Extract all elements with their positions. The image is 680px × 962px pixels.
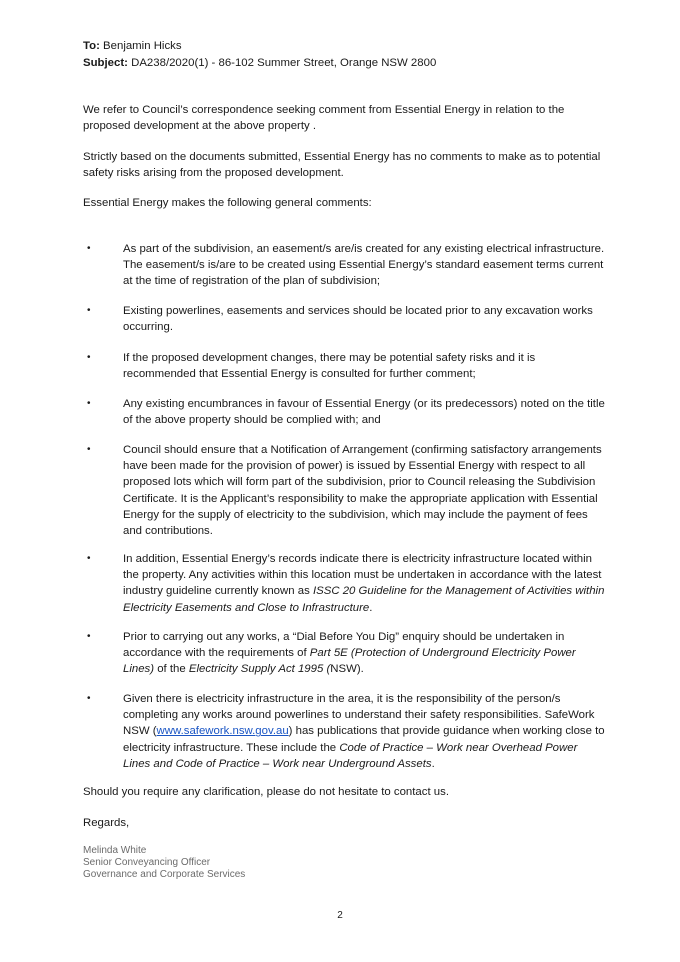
legislation-act: Electricity Supply Act 1995 ( — [188, 663, 331, 676]
to-value: Benjamin Hicks — [103, 40, 182, 52]
bullet-text — [123, 691, 607, 772]
subject-label: Subject: — [83, 57, 128, 69]
subject-line — [83, 55, 436, 71]
guideline-title: ISSC 20 Guideline for the Management of Activities within Electricity Easements and Close to Infrastructure — [123, 585, 605, 614]
bullet-text: As part of the subdivision, an easement/s are/is created for any existing electrical infrastructure. The easement/s is/are to be created using Essential Energy’s standard easement terms current at the time of registration of the plan of subdivision; — [123, 243, 605, 288]
clarification-paragraph: Should you require any clarification, please do not hesitate to contact us. — [83, 786, 449, 798]
intro-paragraph: We refer to Council’s correspondence seeking comment from Essential Energy in relation to the proposed development at the above property . — [83, 104, 565, 133]
bullet-marker: • — [87, 352, 91, 363]
bullet-text-part: Prior to carrying out any works, a “Dial Before You Dig” enquiry should be undertaken in accordance with the requirements of — [123, 631, 565, 660]
bullet-text-part: Given there is electricity infrastructure in the area, it is the responsibility of the person/s completing any works around powerlines to understand their safety responsibilities. SafeWork NSW ( — [123, 693, 595, 738]
bullet-marker: • — [87, 693, 91, 704]
bullet-marker: • — [87, 553, 91, 564]
regards: Regards, — [83, 817, 130, 829]
bullet-text: Existing powerlines, easements and services should be located prior to any excavation works occurring. — [123, 305, 593, 334]
bullet-text-part: ) has publications that provide guidance when working close to electricity infrastructure. These include the — [123, 725, 605, 754]
page-number: 2 — [337, 910, 343, 921]
codes-of-practice: Code of Practice – Work near Overhead Power Lines and Code of Practice – Work near Underground Assets — [123, 741, 578, 770]
bullet-text-part: NSW). — [330, 663, 364, 676]
safework-link[interactable]: www.safework.nsw.gov.au — [156, 725, 289, 738]
bullet-text — [123, 629, 607, 678]
signature-name: Melinda White — [83, 845, 147, 856]
bullet-text — [123, 551, 607, 616]
legislation-part: Part 5E (Protection of Underground Electricity Power Lines) — [123, 647, 576, 676]
to-line — [83, 38, 182, 54]
to-label: To: — [83, 40, 100, 52]
bullet-text: If the proposed development changes, there may be potential safety risks and it is recommended that Essential Energy is consulted for further comment; — [123, 352, 536, 381]
bullet-marker: • — [87, 305, 91, 316]
bullet-marker: • — [87, 243, 91, 254]
bullet-text-part: . — [431, 757, 435, 770]
bullet-text: Council should ensure that a Notification of Arrangement (confirming satisfactory arrangements have been made for the provision of power) is issued by Essential Energy with respect to all proposed lots which will form part of the subdivision, prior to Council releasing the Subdivision Certificate. It is the Applicant’s responsibility to make the appropriate application with Essential Energy for the supply of electricity to the subdivision, which may include the payment of fees and contributions. — [123, 444, 602, 538]
signature-title: Senior Conveyancing Officer — [83, 857, 211, 868]
bullet-text-part: of the — [154, 663, 189, 676]
general-comments-paragraph: Essential Energy makes the following general comments: — [83, 197, 372, 209]
bullet-marker: • — [87, 631, 91, 642]
bullet-marker: • — [87, 444, 91, 455]
bullet-text: Any existing encumbrances in favour of Essential Energy (or its predecessors) noted on the title of the above property should be complied with; and — [123, 398, 605, 427]
bullet-text-part: . — [369, 601, 373, 614]
bullet-marker: • — [87, 398, 91, 409]
bullet-text-part: In addition, Essential Energy’s records indicate there is electricity infrastructure located within the property. Any activities within this location must be undertaken in accordance with the latest industry guideline currently known as — [123, 553, 602, 598]
subject-value: DA238/2020(1) - 86-102 Summer Street, Orange NSW 2800 — [131, 57, 437, 69]
signature-department: Governance and Corporate Services — [83, 869, 246, 880]
no-comments-paragraph: Strictly based on the documents submitted, Essential Energy has no comments to make as to potential safety risks arising from the proposed development. — [83, 151, 601, 180]
